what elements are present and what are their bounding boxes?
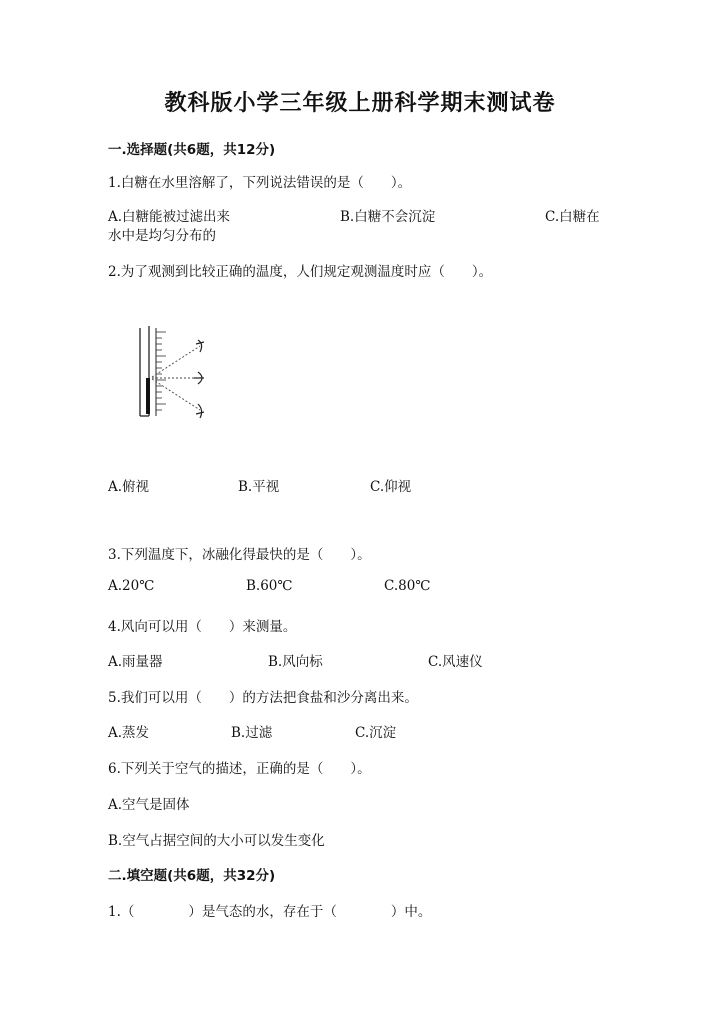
q4-option-c: C.风速仪 [428,654,483,670]
eye-icon [194,340,204,418]
q5-option-b: B.过滤 [231,725,273,741]
q1-option-b: B.白糖不会沉淀 [340,209,436,225]
section-heading-fill: 二.填空题(共6题，共32分) [108,868,276,884]
q4-option-a: A.雨量器 [108,654,163,670]
q2-option-c: C.仰视 [370,479,412,495]
q4-option-b: B.风向标 [268,654,323,670]
thermometer-figure [128,322,218,422]
q3-option-c: C.80℃ [384,578,431,594]
question-2: 2.为了观测到比较正确的温度，人们规定观测温度时应（ ）。 [108,264,493,280]
q3-option-a: A.20℃ [108,578,155,594]
section-heading-choice: 一.选择题(共6题，共12分) [108,142,276,158]
q2-option-a: A.俯视 [108,479,150,495]
q6-option-a: A.空气是固体 [108,797,190,813]
q5-option-a: A.蒸发 [108,725,150,741]
question-6: 6.下列关于空气的描述，正确的是（ ）。 [108,761,371,777]
q1-option-c-continued: 水中是均匀分布的 [108,228,216,244]
q1-option-c: C.白糖在 [545,209,600,225]
page-title: 教科版小学三年级上册科学期末测试卷 [164,90,556,116]
thermometer-icon [140,326,166,416]
question-1: 1.白糖在水里溶解了，下列说法错误的是（ ）。 [108,175,412,191]
fill-question-1: 1.（ ）是气态的水，存在于（ ）中。 [108,904,432,920]
q2-option-b: B.平视 [238,479,280,495]
q5-option-c: C.沉淀 [355,725,397,741]
q3-option-b: B.60℃ [246,578,293,594]
question-3: 3.下列温度下，冰融化得最快的是（ ）。 [108,547,371,563]
q6-option-b: B.空气占据空间的大小可以发生变化 [108,833,325,849]
q1-option-a: A.白糖能被过滤出来 [108,209,231,225]
question-4: 4.风向可以用（ ）来测量。 [108,619,297,635]
question-5: 5.我们可以用（ ）的方法把食盐和沙分离出来。 [108,690,418,706]
